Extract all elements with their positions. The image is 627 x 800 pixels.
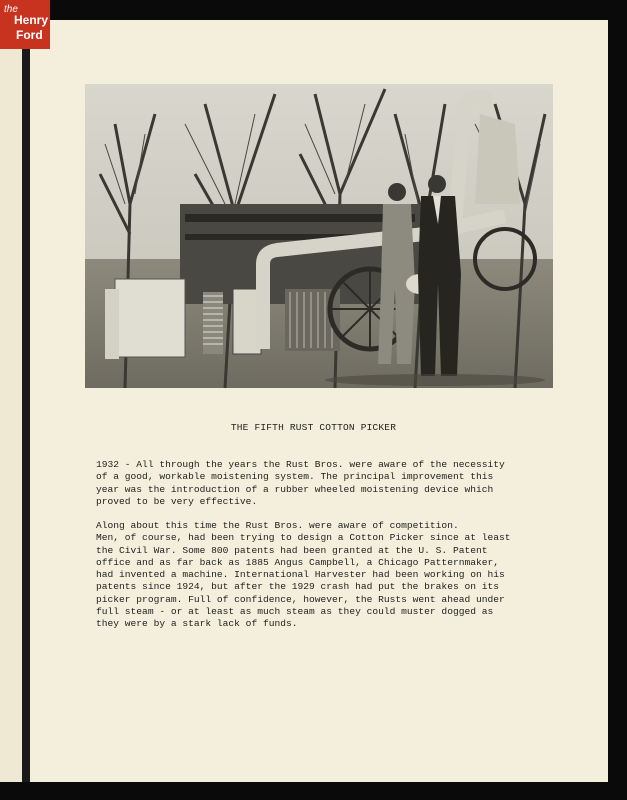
- book-gutter: [22, 20, 30, 782]
- left-page-edge: [0, 20, 22, 782]
- cotton-picker-photo: [85, 84, 553, 388]
- photo-caption: THE FIFTH RUST COTTON PICKER: [230, 422, 397, 433]
- henry-ford-logo: the Henry Ford: [0, 0, 50, 49]
- paragraph-1: 1932 - All through the years the Rust Bros. were aware of the necessity of a good, workable moistening system. The principal improvement this year was the introduction of a rubber wheeled moistening device which proved to be very effective.: [96, 459, 505, 507]
- paragraph-2: Along about this time the Rust Bros. were aware of competition. Men, of course, had been trying to design a Cotton Picker since at least the Civil War. Some 800 patents had been granted at the U. S. Patent office and as far back as 1885 Angus Campbell, a Chicago Patternmaker, had invented a machine. International Harvester had been working on his patents since 1924, but after the 1929 crash had put the brakes on its picker program. Full of confidence, however, the Rusts went ahead under full steam - or at least as much steam as they could muster dogged as they were by a stark lack of funds.: [96, 520, 511, 630]
